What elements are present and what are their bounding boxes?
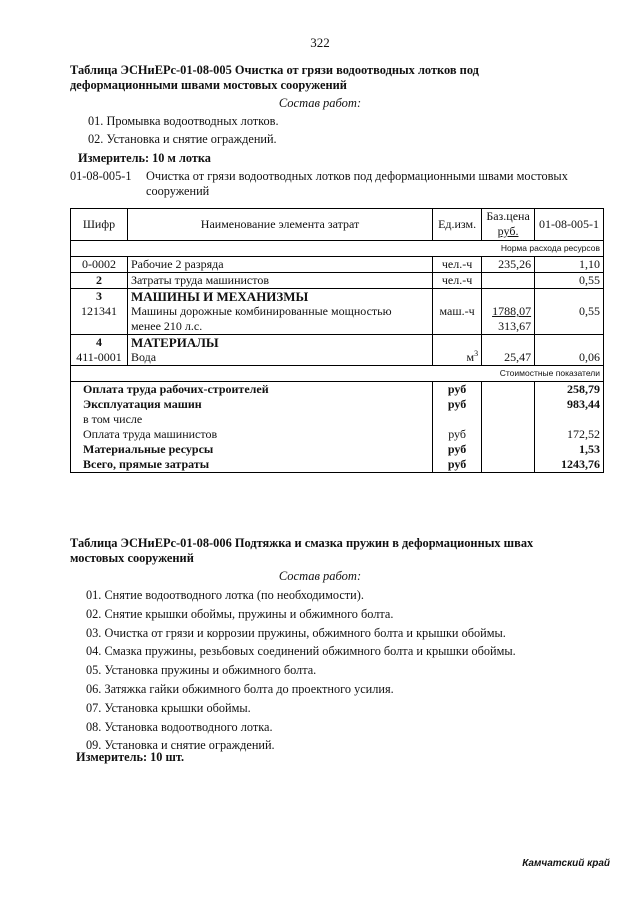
section-code: 3: [95, 289, 102, 303]
list-item: 02. Снятие крышки обоймы, пружины и обжимного болта.: [86, 606, 394, 621]
cost-row: Материальные ресурсы руб 1,53: [71, 442, 604, 457]
row-code-group: [71, 289, 128, 335]
row-price: [482, 273, 535, 289]
table-row: [71, 257, 604, 273]
resources-table: [70, 208, 604, 473]
cost-row: Всего, прямые затраты руб 1243,76: [71, 457, 604, 473]
table1-title-line2: деформационными швами мостовых сооружений: [70, 78, 347, 92]
row-name-line1: Машины дорожные комбинированные мощностью: [130, 304, 392, 318]
cost-label-row: [71, 366, 604, 382]
footer-region: Камчатский край: [522, 858, 610, 869]
list-item: 07. Установка крышки обоймы.: [86, 700, 251, 715]
row-value: 1,10: [535, 257, 604, 273]
table-row: [71, 289, 604, 335]
norm-label-row: [71, 241, 604, 257]
list-item: 03. Очистка от грязи и коррозии пружины, обжимного болта и крышки обоймы.: [86, 625, 506, 640]
row-price: 25,47: [482, 335, 535, 366]
row-code: 0-0002: [71, 257, 128, 273]
row-price-group: [482, 289, 535, 335]
header-name: Наименование элемента затрат: [127, 209, 432, 241]
row-unit: чел.-ч: [433, 273, 482, 289]
section-title: МАТЕРИАЛЫ: [130, 335, 219, 350]
table1-work-1: 01. Промывка водоотводных лотков.: [88, 114, 279, 128]
row-name: Затраты труда машинистов: [127, 273, 432, 289]
table2-title-line1: Таблица ЭСНиЕРс-01-08-006 Подтяжка и смазка пружин в деформационных швах: [70, 536, 534, 550]
table1-code: 01-08-005-1: [70, 169, 132, 183]
row-value-group: [535, 289, 604, 335]
header-price: [482, 209, 535, 241]
row-unit: $м^3$: [433, 335, 482, 366]
row-unit-group: [433, 289, 482, 335]
row-name-group: [127, 289, 432, 335]
norm-label: Норма расхода ресурсов: [71, 241, 604, 257]
table1-title: [70, 63, 479, 93]
row-name-line2: менее 210 л.с.: [130, 319, 203, 333]
table2-title: [70, 536, 533, 566]
row-price: 235,26: [482, 257, 535, 273]
table2-measure: Измеритель: 10 шт.: [76, 750, 185, 764]
cost-row: Оплата труда машинистов руб 172,52: [71, 427, 604, 442]
row-name-group: [127, 335, 432, 366]
section-code: 4: [95, 335, 102, 349]
header-price-line1: Баз.цена: [486, 209, 530, 223]
row-code-group: [71, 335, 128, 366]
header-unit: Ед.изм.: [433, 209, 482, 241]
cost-row: в том числе: [71, 412, 604, 427]
cost-row: Эксплуатация машин руб 983,44: [71, 397, 604, 412]
row-name: Вода: [130, 350, 157, 364]
section-title: МАШИНЫ И МЕХАНИЗМЫ: [130, 289, 309, 304]
table1-title-line1: Таблица ЭСНиЕРс-01-08-005 Очистка от грязи водоотводных лотков под: [70, 63, 479, 77]
header-shifr: Шифр: [71, 209, 128, 241]
row-code: 2: [71, 273, 128, 289]
code-desc-line2: сооружений: [146, 184, 210, 198]
table2-works-list: [86, 586, 516, 755]
cost-row: Оплата труда рабочих-строителей руб 258,79: [71, 382, 604, 398]
table1-sostav-heading: Состав работ:: [278, 96, 362, 110]
header-price-line2: руб.: [497, 224, 519, 238]
row-name: Рабочие 2 разряда: [127, 257, 432, 273]
list-item: 09. Установка и снятие ограждений.: [86, 738, 275, 753]
cost-label: Стоимостные показатели: [71, 366, 604, 382]
table2-sostav-heading: Состав работ:: [278, 569, 362, 583]
table-row: [71, 335, 604, 366]
page-number: 322: [310, 35, 330, 50]
list-item: 01. Снятие водоотводного лотка (по необходимости).: [86, 588, 364, 602]
row-code: 121341: [80, 304, 117, 318]
row-unit: маш.-ч: [439, 304, 475, 318]
table1-measure: Измеритель: 10 м лотка: [78, 151, 211, 165]
row-unit: чел.-ч: [433, 257, 482, 273]
list-item: 06. Затяжка гайки обжимного болта до проектного усилия.: [86, 681, 394, 696]
row-value: 0,06: [535, 335, 604, 366]
row-value: 0,55: [579, 304, 600, 318]
table-row: [71, 273, 604, 289]
header-col-code: 01-08-005-1: [535, 209, 604, 241]
row-price-1: 1788,07: [492, 304, 532, 318]
table1-code-desc: [146, 169, 568, 199]
list-item: 08. Установка водоотводного лотка.: [86, 719, 273, 734]
list-item: 04. Смазка пружины, резьбовых соединений обжимного болта и крышки обоймы.: [86, 644, 516, 659]
table1-work-2: 02. Установка и снятие ограждений.: [88, 132, 277, 146]
row-price-2: 313,67: [498, 319, 532, 333]
list-item: 05. Установка пружины и обжимного болта.: [86, 663, 317, 678]
table2-title-line2: мостовых сооружений: [70, 551, 194, 565]
row-value: 0,55: [535, 273, 604, 289]
table-header-row: [71, 209, 604, 241]
code-desc-line1: Очистка от грязи водоотводных лотков под деформационными швами мостовых: [146, 169, 568, 183]
row-code: 411-0001: [76, 350, 122, 364]
